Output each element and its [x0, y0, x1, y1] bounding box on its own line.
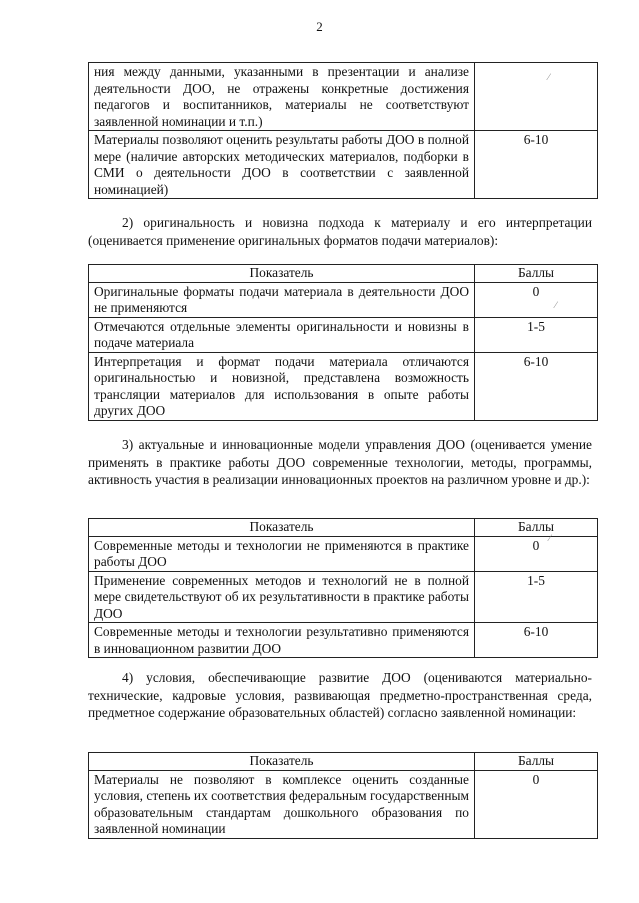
table-row — [89, 536, 598, 571]
table-header-row — [89, 265, 598, 283]
points-cell: 6-10 — [475, 352, 598, 420]
points-cell: 0 — [475, 536, 598, 571]
criterion-4-text: 4) условия, обеспечивающие развитие ДОО (оцениваются материально-технические, кадровые условия, развивающая предметно-пространственная среда, предметное содержание образовательных областей) согласно заявленной номинации: — [88, 670, 592, 721]
points-cell — [475, 63, 598, 131]
points-cell: 0 — [475, 770, 598, 838]
check-mark: ⁄ — [555, 300, 557, 310]
table-row — [89, 623, 598, 658]
points-cell: 1-5 — [475, 571, 598, 623]
table-row — [89, 282, 598, 317]
points-header: Баллы — [475, 753, 598, 771]
indicator-header: Показатель — [89, 265, 475, 283]
indicator-cell: Отмечаются отдельные элементы оригинальности и новизны в подаче материала — [89, 317, 475, 352]
indicator-cell: Оригинальные форматы подачи материала в деятельности ДОО не применяются — [89, 282, 475, 317]
table-row — [89, 63, 598, 131]
points-cell: 1-5 — [475, 317, 598, 352]
table-row — [89, 352, 598, 420]
table-header-row — [89, 519, 598, 537]
table-header-row — [89, 753, 598, 771]
indicator-cell: Материалы позволяют оценить результаты работы ДОО в полной мере (наличие авторских методических материалов, подборки в СМИ о деятельности ДОО в соответствии с заявленной номинацией) — [89, 131, 475, 199]
check-mark: ⁄ — [549, 533, 551, 543]
points-cell: 6-10 — [475, 623, 598, 658]
table-row — [89, 131, 598, 199]
points-header: Баллы — [475, 265, 598, 283]
criteria-table-1 — [88, 62, 598, 199]
table-row — [89, 770, 598, 838]
indicator-cell: Интерпретация и формат подачи материала отличаются оригинальностью и новизной, представлена возможность трансляции материалов для использования в опыте работы других ДОО — [89, 352, 475, 420]
points-cell: 0 — [475, 282, 598, 317]
indicator-cell: ния между данными, указанными в презентации и анализе деятельности ДОО, не отражены конкретные достижения педагогов и воспитанников, материалы не соответствуют заявленной номинации и т.п.) — [89, 63, 475, 131]
table-row — [89, 571, 598, 623]
criteria-table-2 — [88, 264, 598, 421]
indicator-cell: Материалы не позволяют в комплексе оценить созданные условия, степень их соответствия федеральным государственным образовательным стандартам дошкольного образования по заявленной номинации — [89, 770, 475, 838]
criteria-table-3 — [88, 518, 598, 658]
criterion-2-text: 2) оригинальность и новизна подхода к материалу и его интерпретации (оценивается применение оригинальных форматов подачи материалов): — [88, 215, 592, 248]
indicator-cell: Применение современных методов и технологий не в полной мере свидетельствуют об их результативности в практике работы ДОО — [89, 571, 475, 623]
page-number: 2 — [316, 19, 323, 34]
indicator-cell: Современные методы и технологии результативно применяются в инновационном развитии ДОО — [89, 623, 475, 658]
points-cell: 6-10 — [475, 131, 598, 199]
points-header: Баллы — [475, 519, 598, 537]
criteria-table-4 — [88, 752, 598, 839]
indicator-cell: Современные методы и технологии не применяются в практике работы ДОО — [89, 536, 475, 571]
table-row — [89, 317, 598, 352]
check-mark: ⁄ — [548, 72, 550, 82]
criterion-3-text: 3) актуальные и инновационные модели управления ДОО (оценивается умение применять в практике работы ДОО современные технологии, методы, программы, активность участия в реализации инновационных проектов на различном уровне и др.): — [88, 437, 592, 488]
indicator-header: Показатель — [89, 519, 475, 537]
indicator-header: Показатель — [89, 753, 475, 771]
